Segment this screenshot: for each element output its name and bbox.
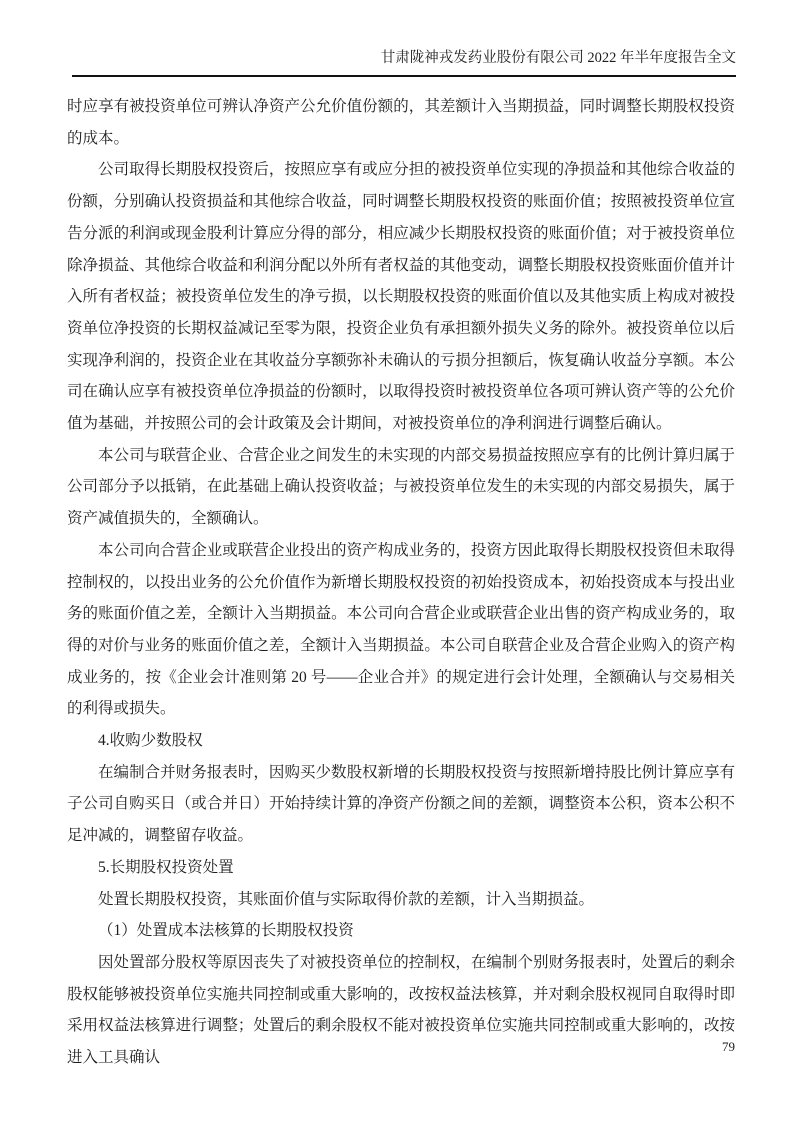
paragraph: 在编制合并财务报表时，因购买少数股权新增的长期股权投资与按照新增持股比例计算应享有子公司自购买日（或合并日）开始持续计算的净资产份额之间的差额，调整资本公积，资本公积不足冲减的，调整留存收益。 <box>67 763 735 845</box>
paragraph: 本公司向合营企业或联营企业投出的资产构成业务的，投资方因此取得长期股权投资但未取得控制权的，以投出业务的公允价值作为新增长期股权投资的初始投资成本，初始投资成本与投出业务的账面价值之差，全额计入当期损益。本公司向合营企业或联营企业出售的资产构成业务的，取得的对价与业务的账面价值之差，全额计入当期损益。本公司自联营企业及合营企业购入的资产构成业务的，按《企业会计准则第 20 号——企业合并》的规定进行会计处理，全额确认与交易相关的利得或损失。 <box>67 541 735 718</box>
document-body <box>67 91 735 1074</box>
paragraph: 因处置部分股权等原因丧失了对被投资单位的控制权，在编制个别财务报表时，处置后的剩余股权能够被投资单位实施共同控制或重大影响的，改按权益法核算，并对剩余股权视同自取得时即采用权益法核算进行调整；处置后的剩余股权不能对被投资单位实施共同控制或重大影响的，改按进入工具确认 <box>67 953 735 1067</box>
page-number: 79 <box>722 1039 735 1054</box>
page-header <box>72 48 736 77</box>
paragraph: 本公司与联营企业、合营企业之间发生的未实现的内部交易损益按照应享有的比例计算归属于公司部分予以抵销，在此基础上确认投资收益；与被投资单位发生的未实现的内部交易损失，属于资产减值损失的，全额确认。 <box>67 446 735 528</box>
header-title: 甘肃陇神戎发药业股份有限公司 2022 年半年度报告全文 <box>380 50 736 66</box>
paragraph: （1）处置成本法核算的长期股权投资 <box>98 922 354 940</box>
paragraph: 处置长期股权投资，其账面价值与实际取得价款的差额，计入当期损益。 <box>98 890 595 908</box>
paragraph: 时应享有被投资单位可辨认净资产公允价值份额的，其差额计入当期损益，同时调整长期股权投资的成本。 <box>67 98 735 147</box>
paragraph: 公司取得长期股权投资后，按照应享有或应分担的被投资单位实现的净损益和其他综合收益的份额，分别确认投资损益和其他综合收益，同时调整长期股权投资的账面价值；按照被投资单位宣告分派的利润或现金股利计算应分得的部分，相应减少长期股权投资的账面价值；对于被投资单位除净损益、其他综合收益和利润分配以外所有者权益的其他变动，调整长期股权投资账面价值并计入所有者权益；被投资单位发生的净亏损，以长期股权投资的账面价值以及其他实质上构成对被投资单位净投资的长期权益减记至零为限，投资企业负有承担额外损失义务的除外。被投资单位以后实现净利润的，投资企业在其收益分享额弥补未确认的亏损分担额后，恢复确认收益分享额。本公司在确认应享有被投资单位净损益的份额时，以取得投资时被投资单位各项可辨认资产等的公允价值为基础，并按照公司的会计政策及会计期间，对被投资单位的净利润进行调整后确认。 <box>67 161 735 433</box>
paragraph: 5.长期股权投资处置 <box>98 858 234 876</box>
paragraph: 4.收购少数股权 <box>98 732 203 750</box>
page-footer <box>722 1038 735 1056</box>
